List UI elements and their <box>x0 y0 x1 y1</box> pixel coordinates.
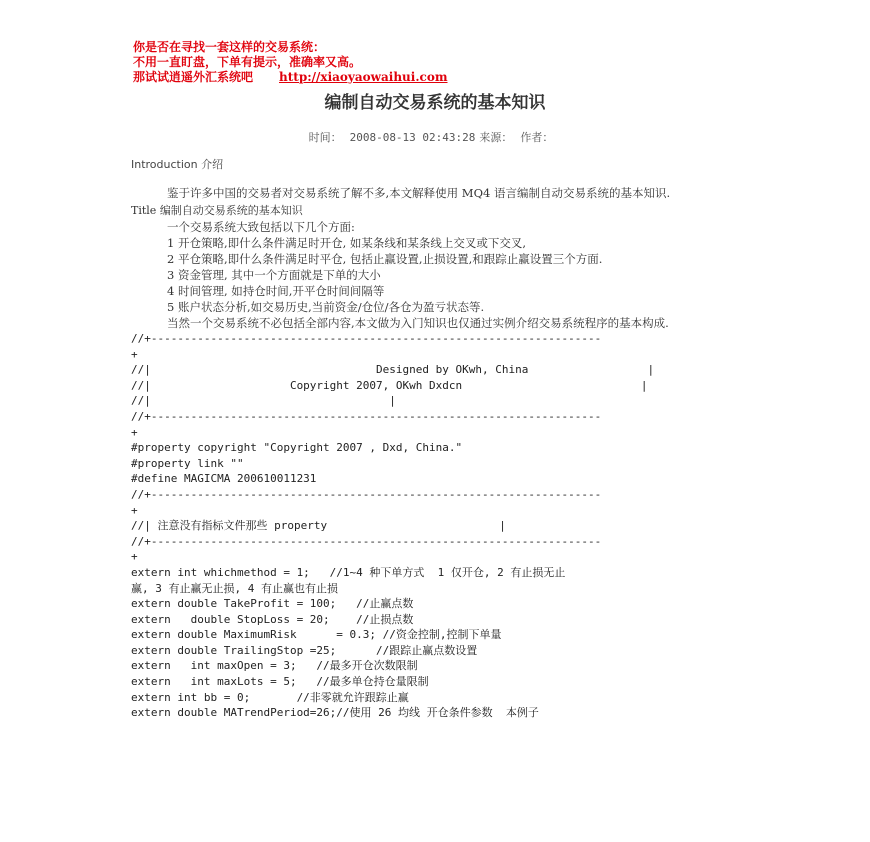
meta-time: 2008-08-13 02:43:28 <box>349 131 476 144</box>
meta-time-label: 时间： <box>308 131 342 144</box>
code-line: extern int whichmethod = 1; //1~4 种下单方式 1 仅开仓, 2 有止损无止 <box>131 565 566 579</box>
code-block <box>131 331 741 721</box>
closing-paragraph: 当然一个交易系统不必包括全部内容,本文做为入门知识也仅通过实例介绍交易系统程序的基本构成. <box>167 316 669 330</box>
promo-line-3-text: 那试试逍遥外汇系统吧 <box>133 70 254 84</box>
promo-line-1: 你是否在寻找一套这样的交易系统： <box>133 40 326 54</box>
article-body <box>131 157 741 721</box>
intro-heading-en: Introduction <box>131 158 198 171</box>
article-meta <box>0 129 870 145</box>
list-item-4: 4 时间管理, 如持仓时间,开平仓时间间隔等 <box>167 284 385 298</box>
code-line: #define MAGICMA 200610011231 <box>131 472 317 486</box>
intro-heading-cn: 介绍 <box>201 158 224 171</box>
title-heading <box>131 203 741 219</box>
code-line: //+-------------------------------------------------------------------- <box>131 534 602 548</box>
list-intro: 一个交易系统大致包括以下几个方面: <box>167 220 355 234</box>
promo-line-2: 不用一直盯盘，下单有提示，准确率又高。 <box>133 55 362 69</box>
code-line: extern int bb = 0; //非零就允许跟踪止赢 <box>131 690 409 704</box>
list-item-1: 1 开仓策略,即什么条件满足时开仓, 如某条线和某条线上交叉或下交叉, <box>167 236 527 250</box>
intro-heading <box>131 157 741 173</box>
code-line: extern double StopLoss = 20; //止损点数 <box>131 612 414 626</box>
code-line: + <box>131 503 138 517</box>
code-line: //| | <box>131 394 396 408</box>
list-item-5: 5 账户状态分析,如交易历史,当前资金/仓位/各仓为盈亏状态等. <box>167 300 485 314</box>
code-line: #property link "" <box>131 456 244 470</box>
promo-line-3 <box>133 70 448 85</box>
code-line: #property copyright "Copyright 2007 , Dxd, China." <box>131 441 463 455</box>
code-line: 赢, 3 有止赢无止损, 4 有止赢也有止损 <box>131 581 338 595</box>
code-line: extern int maxOpen = 3; //最多开仓次数限制 <box>131 659 418 673</box>
code-line: extern int maxLots = 5; //最多单仓持仓量限制 <box>131 675 429 689</box>
list-item-3: 3 资金管理, 其中一个方面就是下单的大小 <box>167 268 381 282</box>
code-line: extern double TakeProfit = 100; //止赢点数 <box>131 597 414 611</box>
list-item-2: 2 平仓策略,即什么条件满足时平仓, 包括止赢设置,止损设置,和跟踪止赢设置三个方面. <box>167 252 603 266</box>
code-line: //| Designed by OKwh, China | <box>131 363 655 377</box>
code-line: extern double MATrendPeriod=26;//使用 26 均线 开仓条件参数 本例子 <box>131 706 539 720</box>
code-line: //+-------------------------------------------------------------------- <box>131 487 602 501</box>
article-title: 编制自动交易系统的基本知识 <box>324 93 546 113</box>
code-line: //+-------------------------------------------------------------------- <box>131 409 602 423</box>
code-line: extern double MaximumRisk = 0.3; //资金控制,控制下单量 <box>131 628 502 642</box>
code-line: //| Copyright 2007, OKwh Dxdcn | <box>131 378 648 392</box>
code-line: + <box>131 550 138 564</box>
code-line: //+-------------------------------------------------------------------- <box>131 332 602 345</box>
code-line: + <box>131 425 138 439</box>
title-heading-cn: 编制自动交易系统的基本知识 <box>159 204 303 217</box>
meta-source-label: 来源： <box>479 131 513 144</box>
code-line: + <box>131 347 138 361</box>
title-heading-en: Title <box>131 204 157 217</box>
promo-link[interactable]: http://xiaoyaowaihui.com <box>279 70 448 84</box>
code-line: extern double TrailingStop =25; //跟踪止赢点数设置 <box>131 643 478 657</box>
code-line: //| 注意没有指标文件那些 property | <box>131 519 506 533</box>
promo-banner <box>133 40 448 85</box>
intro-paragraph: 鉴于许多中国的交易者对交易系统了解不多,本文解释使用 MQ4 语言编制自动交易系统的基本知识. <box>167 186 671 200</box>
meta-author-label: 作者： <box>520 131 554 144</box>
